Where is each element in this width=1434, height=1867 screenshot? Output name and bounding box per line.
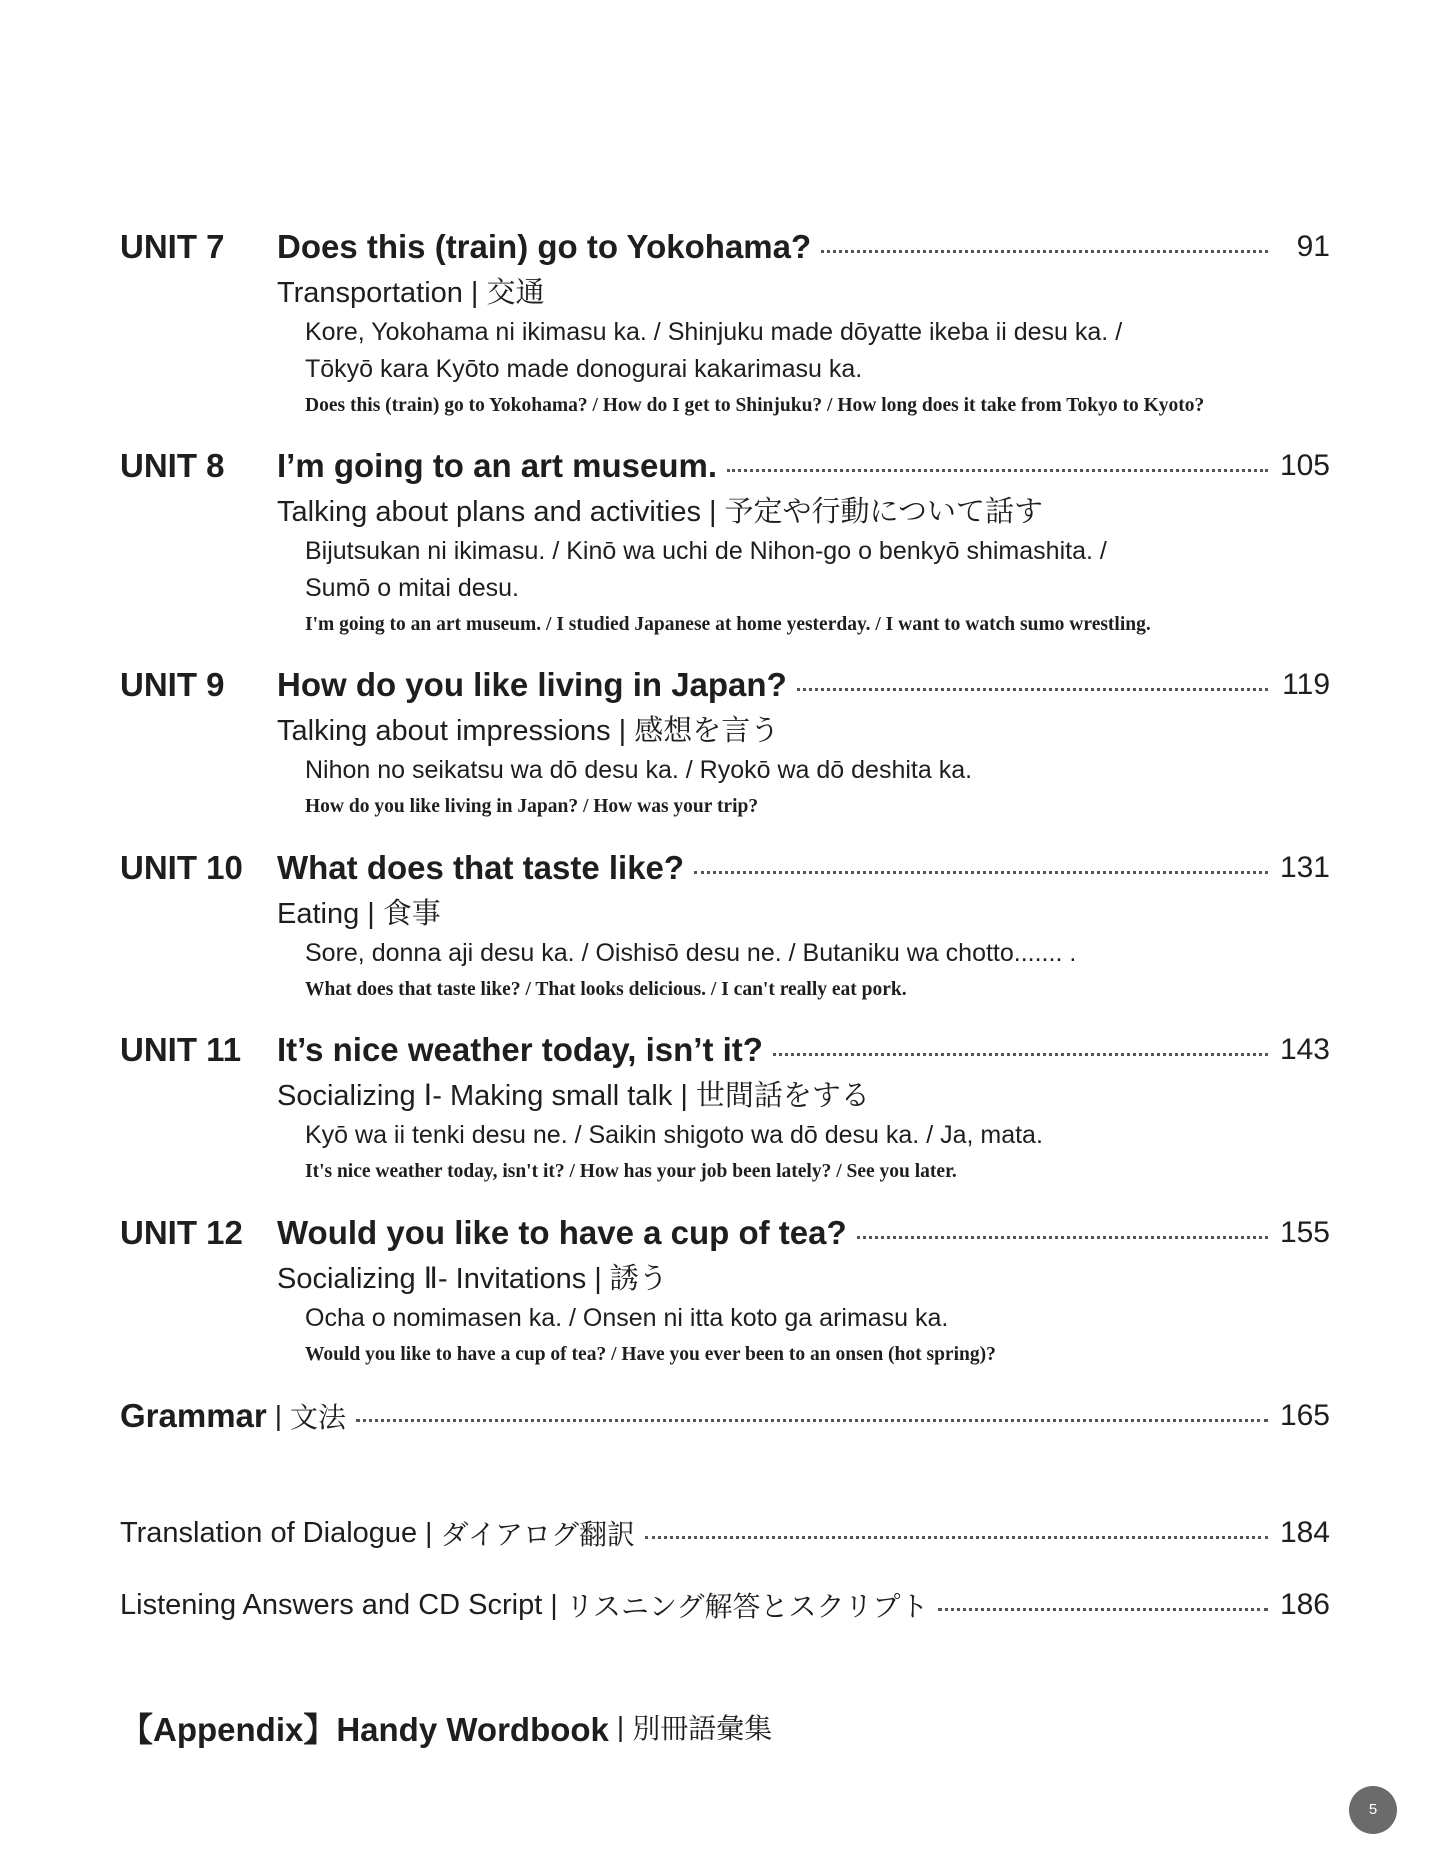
- topic-jp: 誘う: [609, 1263, 668, 1295]
- unit-phrase: Nihon no seikatsu wa dō desu ka. / Ryokō wa dō deshita ka.: [305, 756, 973, 784]
- page-number[interactable]: 186: [1279, 1588, 1330, 1621]
- unit-title[interactable]: Does this (train) go to Yokohama?: [277, 228, 812, 265]
- page-number-badge: 5: [1349, 1786, 1397, 1834]
- toc-entry-appendix: [120, 1702, 1330, 1752]
- dot-leader: [694, 871, 1268, 874]
- unit-english: What does that taste like? / That looks delicious. / I can't really eat pork.: [305, 979, 907, 1000]
- unit-topic: [277, 272, 1330, 314]
- appendix-jp: 別冊語彙集: [632, 1713, 773, 1744]
- unit-title[interactable]: Would you like to have a cup of tea?: [277, 1214, 847, 1251]
- toc-entry-unit-11: [120, 1025, 1330, 1190]
- page-number[interactable]: 155: [1279, 1216, 1330, 1249]
- dot-leader: [857, 1236, 1268, 1239]
- listening-title[interactable]: Listening Answers and CD Script: [120, 1588, 543, 1621]
- unit-topic: [277, 893, 1330, 935]
- topic-en: Transportation: [277, 277, 463, 309]
- topic-en: Socializing Ⅱ- Invitations: [277, 1263, 587, 1295]
- toc-entry-unit-8: [120, 441, 1330, 643]
- separator: |: [550, 1589, 558, 1620]
- dot-leader: [938, 1608, 1268, 1611]
- topic-jp: 交通: [486, 277, 545, 309]
- dot-leader: [727, 469, 1268, 472]
- unit-label: UNIT 9: [120, 666, 225, 703]
- toc-entry-unit-10: [120, 843, 1330, 1008]
- dot-leader: [821, 250, 1268, 253]
- topic-en: Talking about impressions: [277, 715, 611, 747]
- unit-phrase: Tōkyō kara Kyōto made donogurai kakarimasu ka.: [305, 355, 863, 383]
- toc-entry-grammar: [120, 1391, 1330, 1441]
- translation-jp: ダイアログ翻訳: [440, 1519, 636, 1550]
- unit-label: UNIT 7: [120, 228, 225, 265]
- topic-en: Socializing Ⅰ- Making small talk: [277, 1080, 673, 1112]
- separator: |: [367, 898, 375, 930]
- toc-entry-unit-7: [120, 222, 1330, 424]
- unit-topic: [277, 710, 1330, 752]
- unit-title[interactable]: How do you like living in Japan?: [277, 666, 787, 703]
- page-number[interactable]: 131: [1279, 851, 1330, 884]
- toc-entry-listening: [120, 1580, 1330, 1630]
- page-number[interactable]: 105: [1279, 449, 1330, 482]
- grammar-jp: 文法: [290, 1402, 347, 1433]
- unit-title[interactable]: It’s nice weather today, isn’t it?: [277, 1031, 763, 1068]
- unit-title[interactable]: What does that taste like?: [277, 849, 685, 886]
- unit-english: How do you like living in Japan? / How was your trip?: [305, 796, 759, 817]
- separator: |: [708, 496, 717, 528]
- topic-jp: 世間話をする: [695, 1080, 870, 1112]
- unit-english: Does this (train) go to Yokohama? / How do I get to Shinjuku? / How long does it take from Tokyo to Kyoto?: [305, 395, 1205, 416]
- dot-leader: [356, 1419, 1268, 1422]
- toc-entry-unit-9: [120, 660, 1330, 825]
- unit-topic: [277, 491, 1330, 533]
- unit-english: I'm going to an art museum. / I studied Japanese at home yesterday. / I want to watch sumo wrestling.: [305, 614, 1151, 635]
- unit-topic: [277, 1075, 1330, 1117]
- topic-jp: 感想を言う: [634, 715, 780, 747]
- page-number[interactable]: 165: [1279, 1399, 1330, 1432]
- separator: |: [594, 1263, 602, 1295]
- unit-phrase: Bijutsukan ni ikimasu. / Kinō wa uchi de Nihon-go o benkyō shimashita. /: [305, 537, 1107, 565]
- separator: |: [425, 1517, 433, 1548]
- topic-en: Talking about plans and activities: [277, 496, 701, 528]
- unit-phrase: Sumō o mitai desu.: [305, 574, 519, 602]
- listening-jp: リスニング解答とスクリプト: [565, 1591, 929, 1622]
- unit-title[interactable]: I’m going to an art museum.: [277, 447, 718, 484]
- unit-english: Would you like to have a cup of tea? / Have you ever been to an onsen (hot spring)?: [305, 1344, 996, 1365]
- unit-english: It's nice weather today, isn't it? / How has your job been lately? / See you later.: [305, 1161, 957, 1182]
- page-number[interactable]: 143: [1279, 1033, 1330, 1066]
- unit-phrase: Kyō wa ii tenki desu ne. / Saikin shigoto wa dō desu ka. / Ja, mata.: [305, 1121, 1043, 1149]
- topic-en: Eating: [277, 898, 360, 930]
- unit-label: UNIT 11: [120, 1031, 242, 1068]
- separator: |: [470, 277, 479, 309]
- unit-phrase: Kore, Yokohama ni ikimasu ka. / Shinjuku made dōyatte ikeba ii desu ka. /: [305, 318, 1123, 346]
- topic-jp: 予定や行動について話す: [724, 496, 1043, 528]
- translation-title[interactable]: Translation of Dialogue: [120, 1516, 418, 1549]
- unit-label: UNIT 10: [120, 849, 243, 886]
- page-number[interactable]: 91: [1296, 230, 1330, 263]
- unit-label: UNIT 12: [120, 1214, 243, 1251]
- separator: |: [616, 1711, 625, 1742]
- separator: |: [618, 715, 627, 747]
- dot-leader: [645, 1536, 1268, 1539]
- grammar-title[interactable]: Grammar: [120, 1397, 267, 1434]
- appendix-title[interactable]: 【Appendix】Handy Wordbook: [120, 1710, 609, 1748]
- toc-entry-unit-12: [120, 1208, 1330, 1373]
- topic-jp: 食事: [382, 898, 441, 930]
- unit-topic: [277, 1258, 1330, 1300]
- unit-phrase: Sore, donna aji desu ka. / Oishisō desu ne. / Butaniku wa chotto....... .: [305, 939, 1077, 967]
- toc-entry-translation: [120, 1508, 1330, 1558]
- separator: |: [274, 1400, 283, 1431]
- unit-label: UNIT 8: [120, 447, 225, 484]
- dot-leader: [773, 1053, 1268, 1056]
- page-number[interactable]: 184: [1279, 1516, 1330, 1549]
- dot-leader: [797, 688, 1268, 691]
- unit-phrase: Ocha o nomimasen ka. / Onsen ni itta koto ga arimasu ka.: [305, 1304, 949, 1332]
- separator: |: [680, 1080, 688, 1112]
- page-number[interactable]: 119: [1282, 668, 1330, 701]
